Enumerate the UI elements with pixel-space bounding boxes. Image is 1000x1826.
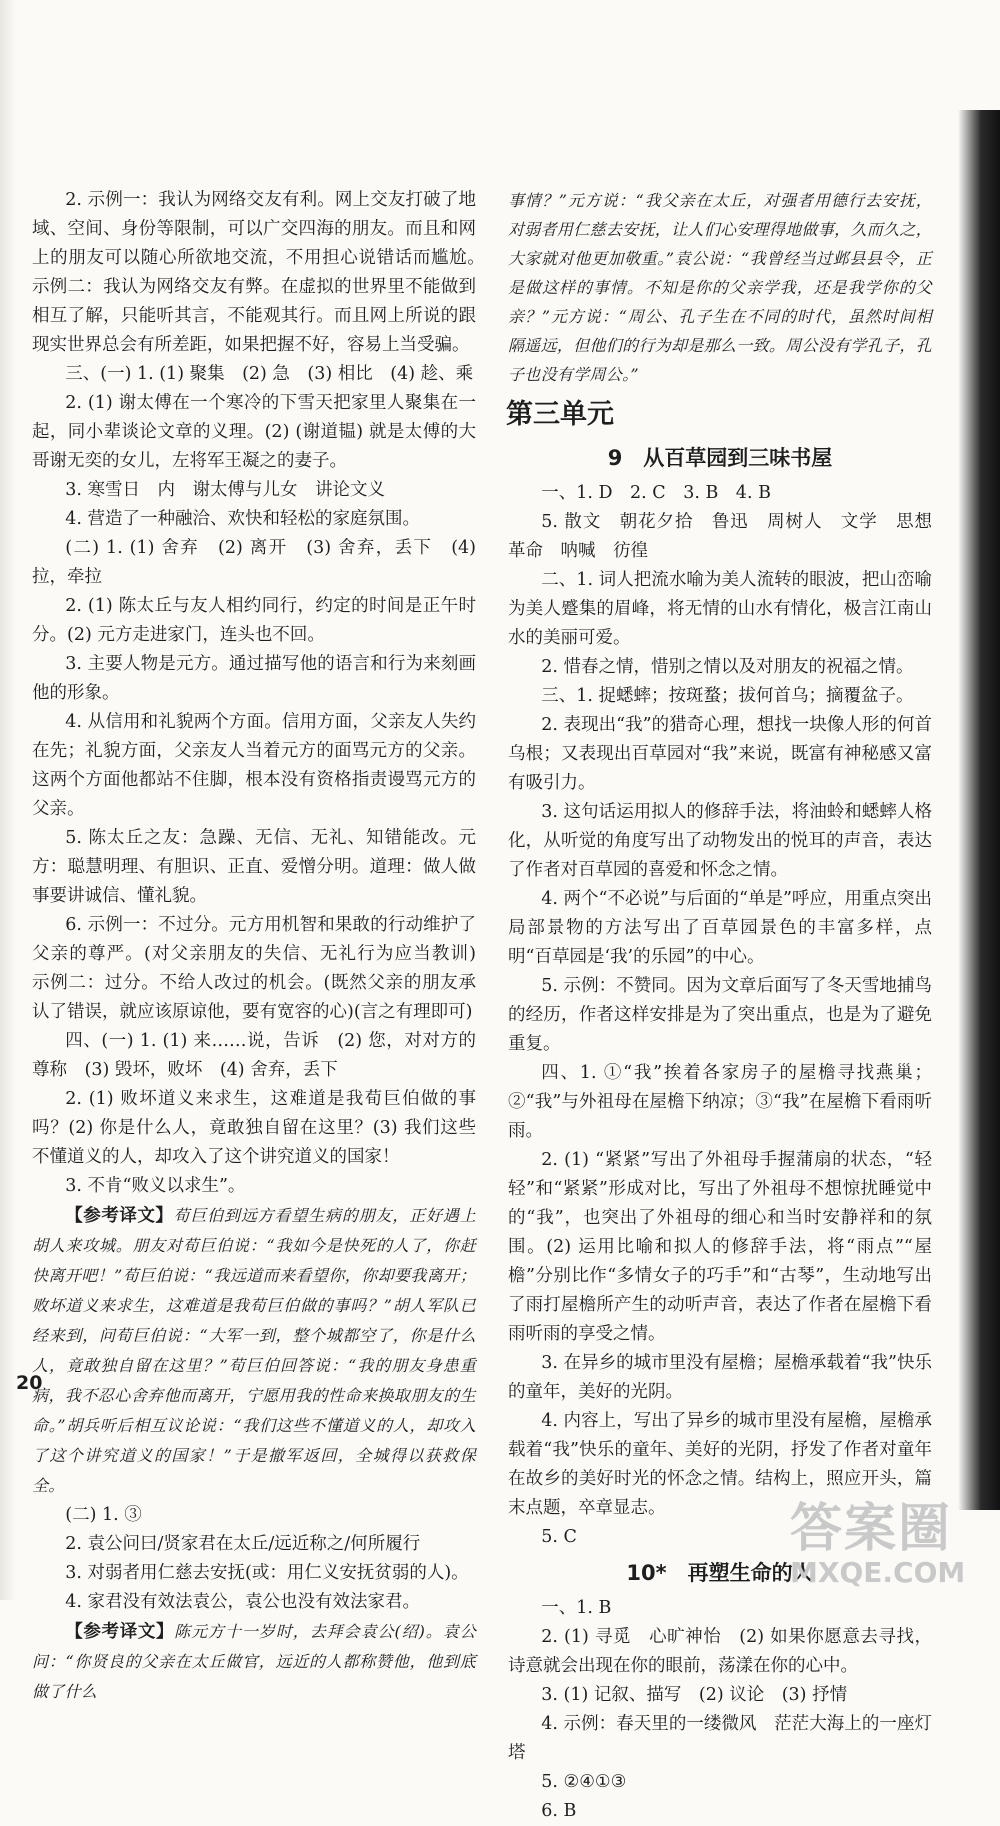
translation-continuation: 事情？”元方说：“我父亲在太丘，对强者用德行去安抚，对弱者用仁慈去安抚，让人们心安理得地做事，久而久之，大家就对他更加敬重。”袁公说：“我曾经当过邺县县令，正是做这样的事情。不知是你的父亲学我，还是我学你的父亲？”元方说：“周公、孔子生在不同的时代，虽然时间相隔遥远，但他们的行为却是那么一致。周公没有学孔子，孔子也没有学周公。”	[508, 191, 932, 384]
reference-translation	[32, 1617, 476, 1707]
left-column	[32, 186, 494, 1707]
answer-item: 3. 对弱者用仁慈去安抚(或：用仁义安抚贫弱的人)。	[65, 1563, 469, 1583]
answer-item: 2. 袁公问曰/贤家君在太丘/远近称之/何所履行	[65, 1534, 421, 1554]
answer-item: 6. 示例一：不过分。元方用机智和果敢的行动维护了父亲的尊严。(对父亲朋友的失信、无礼行为应当教训) 示例二：过分。不给人改过的机会。(既然父亲的朋友承认了错误，就应该原谅他，要有宽容的心)(言之有理即可)	[32, 915, 494, 1022]
answer-item: 4. 示例：春天里的一缕微风 茫茫大海上的一座灯塔	[508, 1714, 932, 1763]
answer-item: 5. 散文 朝花夕拾 鲁迅 周树人 文学 思想 革命 呐喊 彷徨	[508, 512, 950, 561]
translation-text: 陈元方十一岁时，去拜会袁公(绍)。袁公问：“你贤良的父亲在太丘做官，远近的人都称赞他，他到底做了什么	[32, 1622, 476, 1701]
answer-item: 4. 从信用和礼貌两个方面。信用方面，父亲友人失约在先；礼貌方面，父亲友人当着元方的面骂元方的父亲。这两个方面他都站不住脚，根本没有资格指责谩骂元方的父亲。	[32, 712, 476, 819]
answer-item: 4. 营造了一种融洽、欢快和轻松的家庭氛围。	[65, 509, 421, 529]
answer-item: 3. 寒雪日 内 谢太傅与儿女 讲论文义	[65, 480, 386, 500]
answer-item: 2. 表现出“我”的猎奇心理，想找一块像人形的何首乌根；又表现出百草园对“我”来说，既富有神秘感又富有吸引力。	[508, 715, 932, 793]
answer-item: 2. 示例一：我认为网络交友有利。网上交友打破了地域、空间、身份等限制，可以广交四海的朋友。而且和网上的朋友可以随心所欲地交流，不用担心说错话而尴尬。 示例二：我认为网络交友有弊。在虚拟的世界里不能做到相互了解，只能听其言，不能观其行。而且网上所说的跟现实世界总会有所差距，如果把握不好，容易上当受骗。	[32, 190, 494, 355]
answer-item: (二) 1. (1) 舍弃 (2) 离开 (3) 舍弃，丢下 (4) 拉，牵拉	[32, 538, 476, 587]
page-edge-shadow	[958, 110, 1000, 1510]
translation-text: 荀巨伯到远方看望生病的朋友，正好遇上胡人来攻城。朋友对荀巨伯说：“我如今是快死的人了，你赶快离开吧！”荀巨伯说：“我远道而来看望你，你却要我离开；败坏道义来求生，这难道是我荀巨伯做的事吗？”胡人军队已经来到，问荀巨伯说：“大军一到，整个城都空了，你是什么人，竟敢独自留在这里？”荀巨伯回答说：“我的朋友身患重病，我不忍心舍弃他而离开，宁愿用我的性命来换取朋友的生命。”胡兵听后相互议论说：“我们这些不懂道义的人，却攻入了这个讲究道义的国家！”于是撤军返回，全城得以获救保全。	[32, 1206, 477, 1495]
answer-item: 4. 两个“不必说”与后面的“单是”呼应，用重点突出局部景物的方法写出了百草园景色的丰富多样，点明“百草园是‘我’的乐园”的中心。	[508, 889, 932, 967]
answer-item: 5. 陈太丘之友：急躁、无信、无礼、知错能改。元方：聪慧明理、有胆识、正直、爱憎分明。道理：做人做事要讲诚信、懂礼貌。	[32, 828, 476, 906]
watermark-logo-text: 答案圈	[790, 1499, 953, 1559]
unit-heading: 第三单元	[506, 399, 614, 430]
reference-translation	[32, 1201, 476, 1501]
answer-item: 2. 惜春之情，惜别之情以及对朋友的祝福之情。	[541, 657, 914, 677]
page-number: 20	[16, 1372, 43, 1394]
answer-item: 3. 这句话运用拟人的修辞手法，将油蛉和蟋蟀人格化，从听觉的角度写出了动物发出的悦耳的声音，表达了作者对百草园的喜爱和怀念之情。	[508, 802, 932, 880]
answer-item: 四、(一) 1. (1) 来……说，告诉 (2) 您，对对方的尊称 (3) 毁坏，败坏 (4) 舍弃，丢下	[32, 1031, 476, 1080]
answer-item: 2. (1) 寻觅 心旷神怡 (2) 如果你愿意去寻找，诗意就会出现在你的眼前，荡漾在你的心中。	[508, 1627, 932, 1676]
answer-item: 三、1. 捉蟋蟀；按斑蝥；拔何首乌；摘覆盆子。	[541, 686, 914, 706]
watermark-url-text: MXQE.COM	[790, 1556, 966, 1589]
translation-tag: 【参考译文】	[65, 1622, 175, 1642]
site-watermark	[790, 1500, 970, 1590]
translation-tag: 【参考译文】	[65, 1206, 174, 1226]
answer-item: 2. (1) “紧紧”写出了外祖母手握蒲扇的状态，“轻轻”和“紧紧”形成对比，写出了外祖母不想惊扰睡觉中的“我”，也突出了外祖母的细心和当时安静祥和的氛围。(2) 运用比喻和拟人的修辞手法，将“雨点”“屋檐”分别比作“多情女子的巧手”和“古琴”，生动地写出了雨打屋檐所产生的动听声音，表达了作者在屋檐下看雨听雨的享受之情。	[508, 1150, 932, 1344]
answer-item: 一、1. B	[541, 1598, 612, 1618]
answer-item: 5. ②④①③	[541, 1772, 627, 1792]
answer-item: 2. (1) 谢太傅在一个寒冷的下雪天把家里人聚集在一起，同小辈谈论文章的义理。(2) (谢道韫) 就是太傅的大哥谢无奕的女儿，左将军王凝之的妻子。	[32, 393, 476, 471]
lesson-title: 10* 再塑生命的人	[626, 1561, 814, 1585]
answer-item: 3. (1) 记叙、描写 (2) 议论 (3) 抒情	[541, 1685, 848, 1705]
answer-item: 4. 内容上，写出了异乡的城市里没有屋檐，屋檐承载着“我”快乐的童年、美好的光阴，抒发了作者对童年在故乡的美好时光的怀念之情。结构上，照应开头，篇末点题，卒章显志。	[508, 1411, 932, 1518]
answer-item: 三、(一) 1. (1) 聚集 (2) 急 (3) 相比 (4) 趁、乘	[65, 364, 474, 384]
answer-item: 6. B	[541, 1801, 577, 1821]
book-spine-shade	[0, 0, 16, 1600]
answer-item: 5. C	[541, 1527, 577, 1547]
answer-item: 3. 在异乡的城市里没有屋檐；屋檐承载着“我”快乐的童年，美好的光阴。	[508, 1353, 932, 1402]
answer-item: 二、1. 词人把流水喻为美人流转的眼波，把山峦喻为美人蹙集的眉峰，将无情的山水有情化，极言江南山水的美丽可爱。	[508, 570, 932, 648]
answer-item: 四、1. ①“我”挨着各家房子的屋檐寻找燕巢；②“我”与外祖母在屋檐下纳凉；③“我”在屋檐下看雨听雨。	[508, 1063, 932, 1141]
lesson-title: 9 从百草园到三味书屋	[607, 446, 833, 470]
answer-item: (二) 1. ③	[65, 1505, 142, 1525]
answer-item: 2. (1) 陈太丘与友人相约同行，约定的时间是正午时分。(2) 元方走进家门，连头也不回。	[32, 596, 476, 645]
answer-item: 4. 家君没有效法袁公，袁公也没有效法家君。	[65, 1592, 421, 1612]
answer-item: 一、1. D 2. C 3. B 4. B	[541, 483, 771, 503]
answer-item: 2. (1) 败坏道义来求生，这难道是我荀巨伯做的事吗？(2) 你是什么人，竟敢独自留在这里？(3) 我们这些不懂道义的人，却攻入了这个讲究道义的国家！	[32, 1089, 476, 1167]
answer-item: 3. 主要人物是元方。通过描写他的语言和行为来刻画他的形象。	[32, 654, 476, 703]
answer-item: 3. 不肯“败义以求生”。	[65, 1176, 246, 1196]
answer-item: 5. 示例：不赞同。因为文章后面写了冬天雪地捕鸟的经历，作者这样安排是为了突出重点，也是为了避免重复。	[508, 976, 932, 1054]
